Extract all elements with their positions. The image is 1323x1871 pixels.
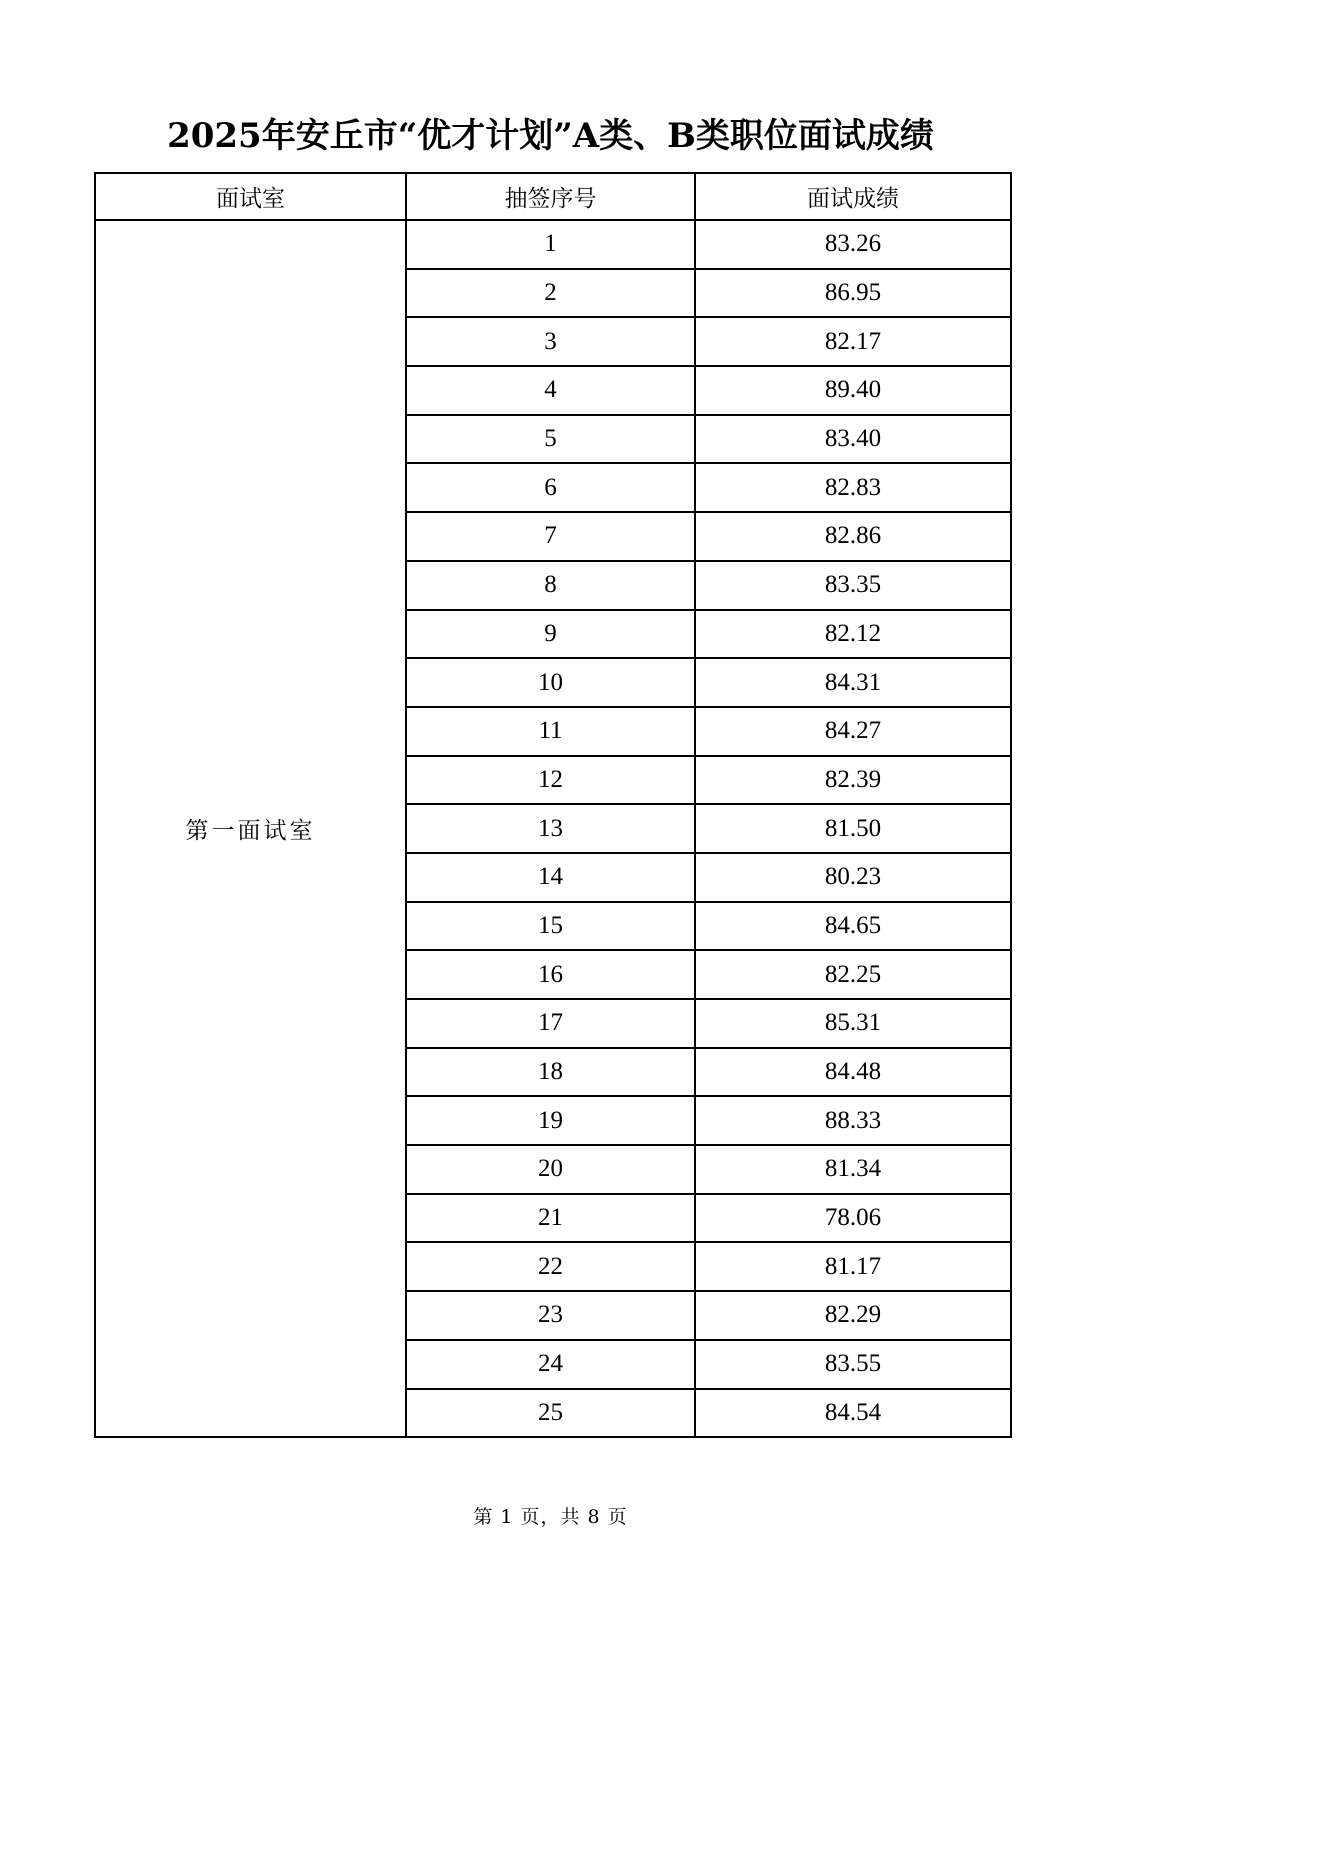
table-body [95,220,1011,1437]
draw-number-cell: 11 [406,707,695,756]
draw-number-cell: 17 [406,999,695,1048]
draw-number-cell: 4 [406,366,695,415]
table-row [95,220,1011,269]
header-score: 面试成绩 [695,173,1011,220]
draw-number-cell: 20 [406,1145,695,1194]
draw-number-cell: 7 [406,512,695,561]
header-room: 面试室 [95,173,406,220]
score-cell: 81.34 [695,1145,1011,1194]
draw-number-cell: 9 [406,610,695,659]
draw-number-cell: 10 [406,658,695,707]
draw-number-cell: 22 [406,1242,695,1291]
draw-number-cell: 1 [406,220,695,269]
score-cell: 84.65 [695,902,1011,951]
draw-number-cell: 21 [406,1194,695,1243]
page-footer: 第 1 页，共 8 页 [473,1506,628,1528]
draw-number-cell: 19 [406,1096,695,1145]
score-cell: 82.29 [695,1291,1011,1340]
score-cell: 81.50 [695,804,1011,853]
room-name-cell: 第一面试室 [95,220,406,1437]
draw-number-cell: 18 [406,1048,695,1097]
score-cell: 83.35 [695,561,1011,610]
draw-number-cell: 6 [406,463,695,512]
draw-number-cell: 14 [406,853,695,902]
score-cell: 84.27 [695,707,1011,756]
score-cell: 78.06 [695,1194,1011,1243]
score-cell: 83.40 [695,415,1011,464]
header-draw-number: 抽签序号 [406,173,695,220]
score-table [94,172,1012,1438]
page-title: 2025年安丘市“优才计划”A类、B类职位面试成绩 [167,116,934,156]
draw-number-cell: 15 [406,902,695,951]
score-cell: 84.48 [695,1048,1011,1097]
score-cell: 83.55 [695,1340,1011,1389]
draw-number-cell: 2 [406,269,695,318]
score-cell: 82.25 [695,950,1011,999]
score-cell: 82.83 [695,463,1011,512]
score-cell: 82.39 [695,756,1011,805]
draw-number-cell: 23 [406,1291,695,1340]
draw-number-cell: 5 [406,415,695,464]
score-cell: 89.40 [695,366,1011,415]
score-cell: 82.12 [695,610,1011,659]
score-cell: 88.33 [695,1096,1011,1145]
draw-number-cell: 13 [406,804,695,853]
score-cell: 84.54 [695,1389,1011,1438]
draw-number-cell: 16 [406,950,695,999]
score-cell: 83.26 [695,220,1011,269]
draw-number-cell: 24 [406,1340,695,1389]
score-cell: 82.86 [695,512,1011,561]
draw-number-cell: 25 [406,1389,695,1438]
score-cell: 80.23 [695,853,1011,902]
score-cell: 82.17 [695,317,1011,366]
score-cell: 85.31 [695,999,1011,1048]
score-cell: 86.95 [695,269,1011,318]
score-cell: 81.17 [695,1242,1011,1291]
draw-number-cell: 12 [406,756,695,805]
score-cell: 84.31 [695,658,1011,707]
table-header-row [95,173,1011,220]
draw-number-cell: 3 [406,317,695,366]
draw-number-cell: 8 [406,561,695,610]
